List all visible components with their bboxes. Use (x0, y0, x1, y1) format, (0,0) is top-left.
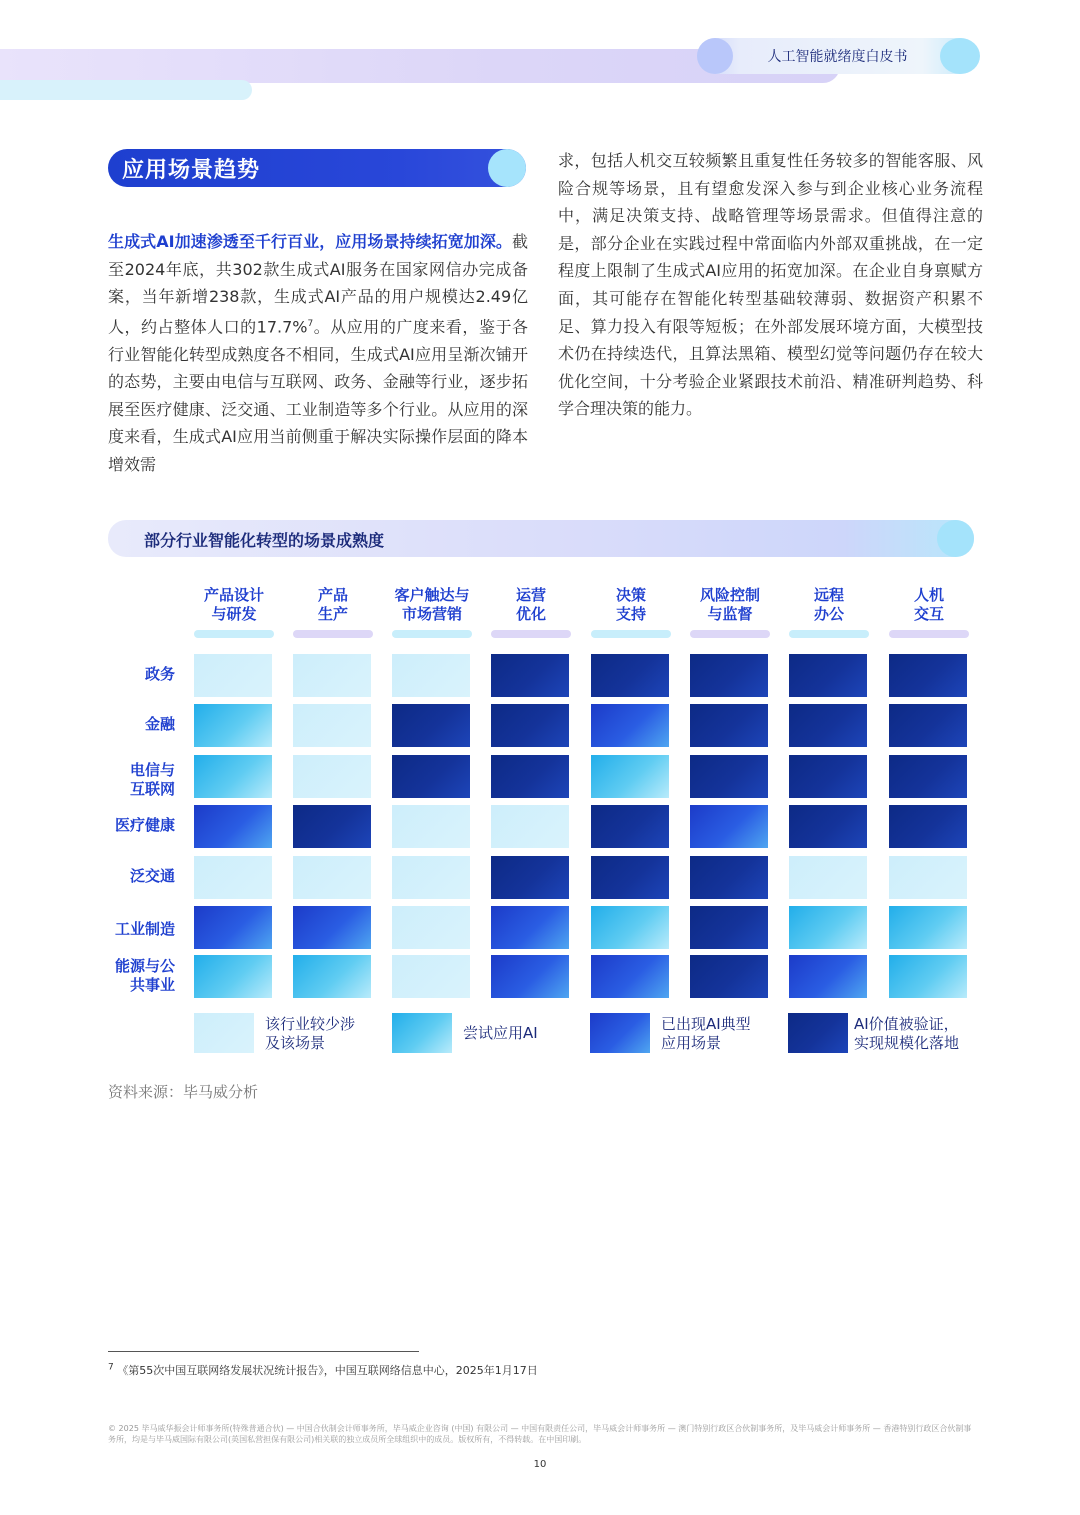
footnote-rule (108, 1351, 419, 1352)
figure-title: 部分行业智能化转型的场景成熟度 (144, 531, 385, 550)
legend-label: AI价值被验证， 实现规模化落地 (854, 1015, 960, 1052)
heatmap-cell (591, 906, 669, 949)
body-right-column: 求，包括人机交互较频繁且重复性任务较多的智能客服、风险合规等场景，且有望愈发深入参与到企业核心业务流程中，满足决策支持、战略管理等场景需求。但值得注意的是，部分企业在实践过程中常面临内外部双重挑战，在一定程度上限制了生成式AI应用的拓宽加深。在企业自身禀赋方面，其可能存在智能化转型基础较薄弱、数据资产积累不足、算力投入有限等短板；在外部发展环境方面，大模型技术仍在持续迭代，且算法黑箱、模型幻觉等问题仍存在较大优化空间，十分考验企业紧跟技术前沿、精准研判趋势、科学合理决策的能力。 (558, 151, 983, 419)
heatmap-cell (392, 704, 470, 747)
heatmap-cell (194, 906, 272, 949)
lead-sentence: 生成式AI加速渗透至千行百业，应用场景持续拓宽加深。 (108, 232, 512, 251)
figure-title-dot (937, 520, 974, 557)
body-left-column (108, 228, 528, 479)
heatmap-cell (491, 906, 569, 949)
heatmap-cell (392, 755, 470, 798)
column-header-underline (293, 630, 373, 638)
heatmap-cell (789, 755, 867, 798)
column-header: 人机 交互 (913, 586, 944, 623)
heatmap-cell (293, 755, 371, 798)
column-header: 风险控制 与监督 (699, 586, 760, 623)
heatmap-cell (789, 704, 867, 747)
heatmap-cell (194, 755, 272, 798)
heatmap-cell (293, 704, 371, 747)
row-header: 医疗健康 (114, 816, 175, 834)
heatmap-cell (889, 856, 967, 899)
heatmap-cell (293, 906, 371, 949)
heatmap-cell (889, 704, 967, 747)
heatmap-cell (591, 955, 669, 998)
header-band-accent (0, 80, 252, 100)
header-pill-dot-right (940, 38, 980, 74)
section-title-dot (488, 149, 526, 187)
heatmap-cell (491, 755, 569, 798)
heatmap-cell (491, 654, 569, 697)
row-header: 政务 (144, 665, 175, 683)
heatmap-cell (392, 805, 470, 848)
heatmap-cell (491, 955, 569, 998)
section-title-pill (108, 149, 526, 187)
footnote (108, 1362, 538, 1378)
legend-swatch (194, 1013, 254, 1053)
row-header: 工业制造 (114, 920, 175, 938)
heatmap-cell (889, 654, 967, 697)
heatmap-cell (392, 906, 470, 949)
header-pill-dot-left (697, 38, 733, 74)
page-number: 10 (533, 1459, 547, 1470)
column-header-underline (789, 630, 869, 638)
column-header-underline (591, 630, 671, 638)
column-header-underline (194, 630, 274, 638)
legend-label: 尝试应用AI (463, 1024, 538, 1042)
heatmap-cell (293, 805, 371, 848)
heatmap-cell (789, 955, 867, 998)
heatmap-cell (392, 654, 470, 697)
heatmap-cell (789, 856, 867, 899)
heatmap-cell (690, 704, 768, 747)
column-header: 决策 支持 (615, 586, 646, 623)
legend-swatch (788, 1013, 848, 1053)
legend-label: 该行业较少涉 及该场景 (265, 1015, 356, 1052)
heatmap-cell (690, 856, 768, 899)
heatmap-cell (591, 654, 669, 697)
heatmap-cell (392, 856, 470, 899)
heatmap-cell (889, 906, 967, 949)
heatmap-cell (789, 654, 867, 697)
header-title: 人工智能就绪度白皮书 (767, 49, 908, 65)
heatmap-cell (293, 856, 371, 899)
heatmap-cell (491, 856, 569, 899)
heatmap-cell (789, 805, 867, 848)
heatmap-cell (591, 704, 669, 747)
footnote-ref: 7 (307, 318, 314, 329)
heatmap-cell (591, 755, 669, 798)
heatmap-cell (591, 805, 669, 848)
column-header-underline (889, 630, 969, 638)
row-header: 泛交通 (129, 867, 175, 885)
heatmap-cell (690, 906, 768, 949)
heatmap-cell (194, 955, 272, 998)
row-header: 电信与 互联网 (129, 761, 175, 798)
column-header: 运营 优化 (515, 586, 546, 623)
copyright-notice: © 2025 毕马威华振会计师事务所(特殊普通合伙) — 中国合伙制会计师事务所，毕马威企业咨询 (中国) 有限公司 — 中国有限责任公司，毕马威会计师事务所 — 澳门特别行政区合伙制事务所，及毕马威会计师事务所 — 香港特别行政区合伙制事务所，均是与毕马威国际有限公司(英国私营担保有限公司)相关联的独立成员所全球组织中的成员。版权所有，不得转载。在中国印刷。 (108, 1424, 972, 1444)
column-header: 远程 办公 (813, 586, 844, 623)
heatmap-cell (889, 955, 967, 998)
heatmap-cell (690, 955, 768, 998)
column-header: 客户触达与 市场营销 (394, 586, 470, 623)
legend-label: 已出现AI典型 应用场景 (661, 1015, 751, 1052)
heatmap-cell (889, 755, 967, 798)
heatmap-cell (293, 955, 371, 998)
footnote-number: 7 (108, 1362, 114, 1373)
figure-title-bar (108, 520, 974, 557)
column-header-underline (690, 630, 770, 638)
row-header: 能源与公 共事业 (114, 957, 175, 994)
heatmap-cell (789, 906, 867, 949)
heatmap-cell (491, 704, 569, 747)
row-header: 金融 (144, 715, 175, 733)
heatmap-cell (194, 654, 272, 697)
body-left-text-1: 截至2024年底，共302款生成式AI服务在国家网信办完成备案，当年新增238款，生成式AI产品的用户规模达2.49亿人，约占整体人口的17.7% (108, 232, 528, 337)
heatmap-cell (491, 805, 569, 848)
source-note: 资料来源：毕马威分析 (108, 1083, 259, 1101)
heatmap-cell (889, 805, 967, 848)
column-header: 产品 生产 (317, 586, 348, 623)
column-header-underline (392, 630, 472, 638)
footnote-text: 《第55次中国互联网络发展状况统计报告》，中国互联网络信息中心，2025年1月17日 (117, 1364, 538, 1377)
column-header-underline (491, 630, 571, 638)
heatmap-cell (591, 856, 669, 899)
heatmap-cell (293, 654, 371, 697)
body-left-text-2: 。从应用的广度来看，鉴于各行业智能化转型成熟度各不相同，生成式AI应用呈渐次铺开的态势，主要由电信与互联网、政务、金融等行业，逐步拓展至医疗健康、泛交通、工业制造等多个行业。从应用的深度来看，生成式AI应用当前侧重于解决实际操作层面的降本增效需 (108, 317, 528, 475)
heatmap-cell (194, 704, 272, 747)
column-header: 产品设计 与研发 (203, 586, 264, 623)
legend-swatch (392, 1013, 452, 1053)
section-title: 应用场景趋势 (122, 158, 261, 183)
heatmap-cell (194, 805, 272, 848)
heatmap-cell (690, 755, 768, 798)
heatmap-cell (392, 955, 470, 998)
legend-swatch (590, 1013, 650, 1053)
heatmap-cell (194, 856, 272, 899)
heatmap-cell (690, 654, 768, 697)
heatmap-cell (690, 805, 768, 848)
